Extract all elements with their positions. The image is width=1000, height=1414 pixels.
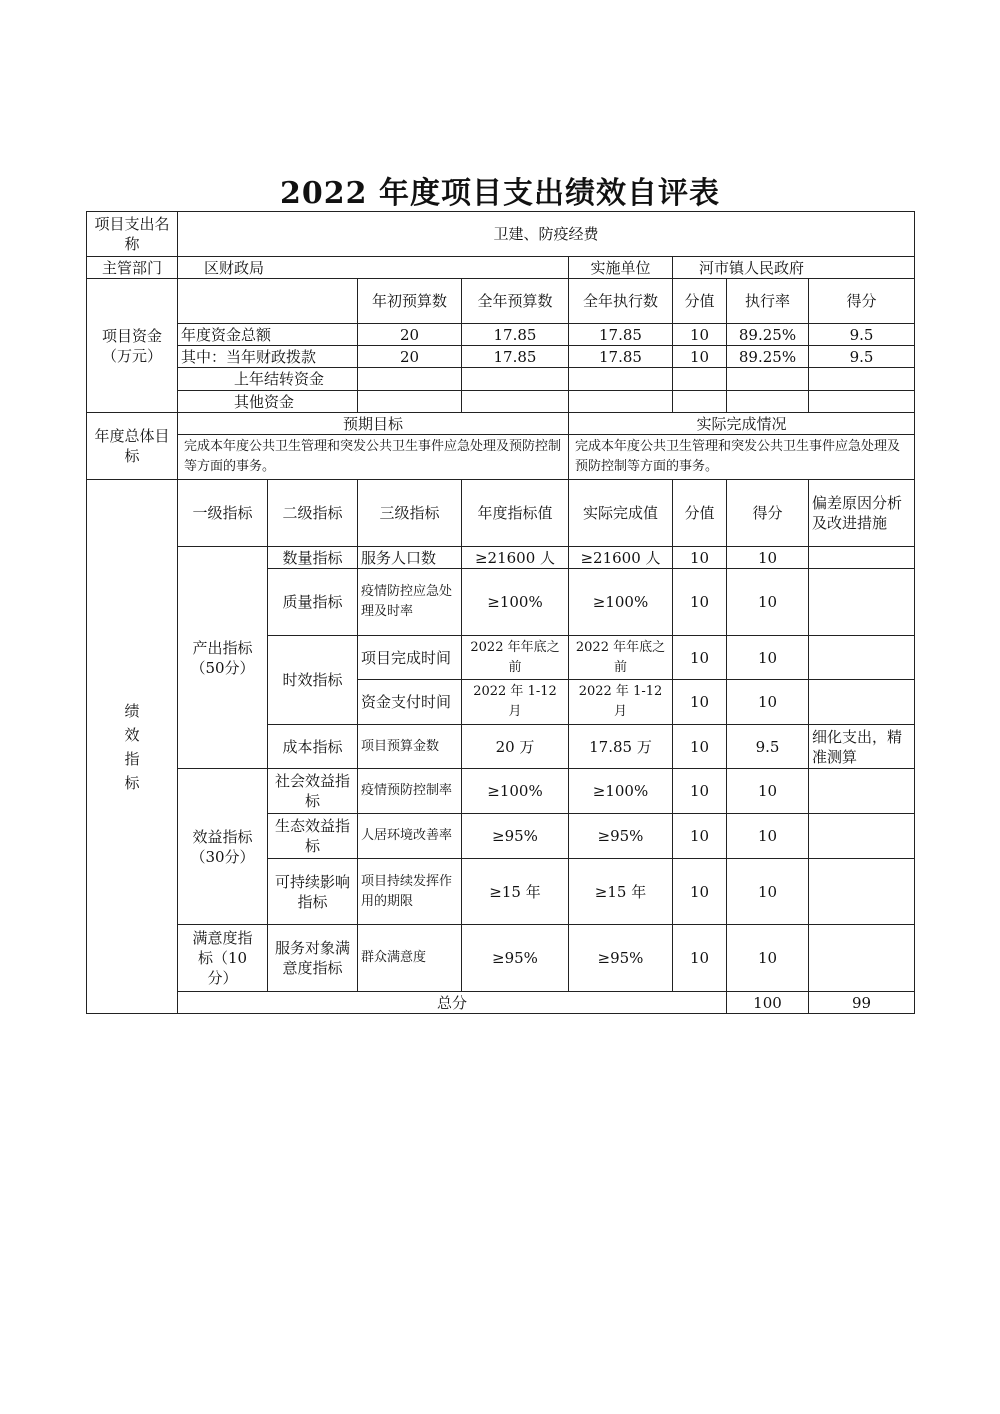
indicator-actual: ≥15 年 [569,859,673,925]
indicator-score: 10 [727,814,809,859]
unit-value: 河市镇人民政府 [673,257,915,279]
indicator-note [809,636,915,680]
indicator-actual: 2022 年 1-12 月 [569,680,673,725]
indicator-actual: ≥95% [569,814,673,859]
total-score-value: 100 [727,992,809,1014]
total-score: 99 [809,992,915,1014]
indicator-score: 10 [727,769,809,814]
unit-label: 实施单位 [569,257,673,279]
funds-cell: 10 [673,346,727,368]
level2-cost: 成本指标 [268,725,358,769]
indicator-target: 2022 年 1-12 月 [462,680,569,725]
funds-cell: 17.85 [569,346,673,368]
funds-cell [569,391,673,413]
indicator-actual: ≥95% [569,925,673,992]
funds-cell: 17.85 [462,346,569,368]
indicator-name: 项目完成时间 [358,636,462,680]
indicator-actual: 2022 年年底之前 [569,636,673,680]
funds-header: 执行率 [727,279,809,324]
indicator-header: 偏差原因分析及改进措施 [809,480,915,547]
funds-header-blank [178,279,358,324]
indicator-name: 人居环境改善率 [358,814,462,859]
level2-service-satisfaction: 服务对象满意度指标 [268,925,358,992]
indicator-target: ≥15 年 [462,859,569,925]
indicator-header: 年度指标值 [462,480,569,547]
funds-cell: 20 [358,346,462,368]
funds-cell: 9.5 [809,346,915,368]
funds-header: 年初预算数 [358,279,462,324]
indicator-score-value: 10 [673,725,727,769]
indicator-score-value: 10 [673,769,727,814]
funds-cell: 10 [673,324,727,346]
actual-goal-text: 完成本年度公共卫生管理和突发公共卫生事件应急处理及预防控制等方面的事务。 [569,435,915,480]
indicator-target: ≥95% [462,814,569,859]
indicator-actual: 17.85 万 [569,725,673,769]
indicator-score: 10 [727,859,809,925]
funds-cell: 20 [358,324,462,346]
funds-header: 分值 [673,279,727,324]
indicator-header: 三级指标 [358,480,462,547]
funds-cell: 17.85 [462,324,569,346]
funds-label: 项目资金（万元） [87,279,178,413]
indicator-score: 9.5 [727,725,809,769]
indicator-actual: ≥100% [569,769,673,814]
funds-cell [569,368,673,391]
indicator-score-value: 10 [673,814,727,859]
indicator-target: ≥21600 人 [462,547,569,569]
funds-header: 全年执行数 [569,279,673,324]
level1-output: 产出指标（50分） [178,547,268,769]
funds-header: 全年预算数 [462,279,569,324]
indicator-header: 二级指标 [268,480,358,547]
funds-cell [462,368,569,391]
total-label: 总分 [178,992,727,1014]
funds-cell [673,391,727,413]
indicator-score-value: 10 [673,859,727,925]
level2-quality: 质量指标 [268,569,358,636]
level1-satisfaction: 满意度指标（10分） [178,925,268,992]
indicators-label: 绩效指标 [87,480,178,1014]
level2-timeliness: 时效指标 [268,636,358,725]
funds-row-name: 其中：当年财政拨款 [178,346,358,368]
indicator-score: 10 [727,569,809,636]
indicator-header: 实际完成值 [569,480,673,547]
indicator-note [809,925,915,992]
funds-row-name: 其他资金 [178,391,358,413]
project-name-value: 卫建、防疫经费 [178,212,915,257]
indicator-score: 10 [727,547,809,569]
indicator-note [809,569,915,636]
actual-goal-header: 实际完成情况 [569,413,915,435]
funds-cell [727,391,809,413]
level2-social: 社会效益指标 [268,769,358,814]
funds-cell: 17.85 [569,324,673,346]
funds-row-name: 年度资金总额 [178,324,358,346]
expected-goal-header: 预期目标 [178,413,569,435]
funds-cell [727,368,809,391]
indicator-name: 服务人口数 [358,547,462,569]
indicator-score-value: 10 [673,569,727,636]
indicator-target: 20 万 [462,725,569,769]
level2-sustainable: 可持续影响指标 [268,859,358,925]
indicator-score: 10 [727,636,809,680]
goals-label: 年度总体目标 [87,413,178,480]
indicator-target: ≥95% [462,925,569,992]
indicator-note [809,680,915,725]
funds-cell: 89.25% [727,346,809,368]
funds-cell: 89.25% [727,324,809,346]
indicator-target: 2022 年年底之前 [462,636,569,680]
indicator-name: 疫情防控应急处理及时率 [358,569,462,636]
funds-header: 得分 [809,279,915,324]
indicator-score-value: 10 [673,636,727,680]
funds-cell [358,391,462,413]
funds-cell [358,368,462,391]
indicator-actual: ≥100% [569,569,673,636]
level1-benefit: 效益指标（30分） [178,769,268,925]
indicator-note [809,814,915,859]
indicator-target: ≥100% [462,569,569,636]
indicator-name: 疫情预防控制率 [358,769,462,814]
level2-ecological: 生态效益指标 [268,814,358,859]
indicator-score: 10 [727,680,809,725]
funds-row-name: 上年结转资金 [178,368,358,391]
dept-value: 区财政局 [178,257,569,279]
indicator-name: 资金支付时间 [358,680,462,725]
indicator-score-value: 10 [673,547,727,569]
funds-cell [673,368,727,391]
project-name-label: 项目支出名称 [87,212,178,257]
performance-table [86,211,915,1014]
indicator-header: 一级指标 [178,480,268,547]
funds-cell [809,391,915,413]
funds-cell: 9.5 [809,324,915,346]
indicator-actual: ≥21600 人 [569,547,673,569]
funds-cell [809,368,915,391]
indicator-name: 项目预算金数 [358,725,462,769]
indicator-note [809,859,915,925]
indicator-note: 细化支出，精准测算 [809,725,915,769]
expected-goal-text: 完成本年度公共卫生管理和突发公共卫生事件应急处理及预防控制等方面的事务。 [178,435,569,480]
level2-quantity: 数量指标 [268,547,358,569]
indicator-score-value: 10 [673,925,727,992]
indicator-header: 得分 [727,480,809,547]
funds-cell [462,391,569,413]
indicator-name: 群众满意度 [358,925,462,992]
indicator-note [809,769,915,814]
indicator-target: ≥100% [462,769,569,814]
page-title: 2022 年度项目支出绩效自评表 [280,176,720,211]
indicator-note [809,547,915,569]
indicator-name: 项目持续发挥作用的期限 [358,859,462,925]
indicator-header: 分值 [673,480,727,547]
indicator-score: 10 [727,925,809,992]
dept-label: 主管部门 [87,257,178,279]
indicator-score-value: 10 [673,680,727,725]
